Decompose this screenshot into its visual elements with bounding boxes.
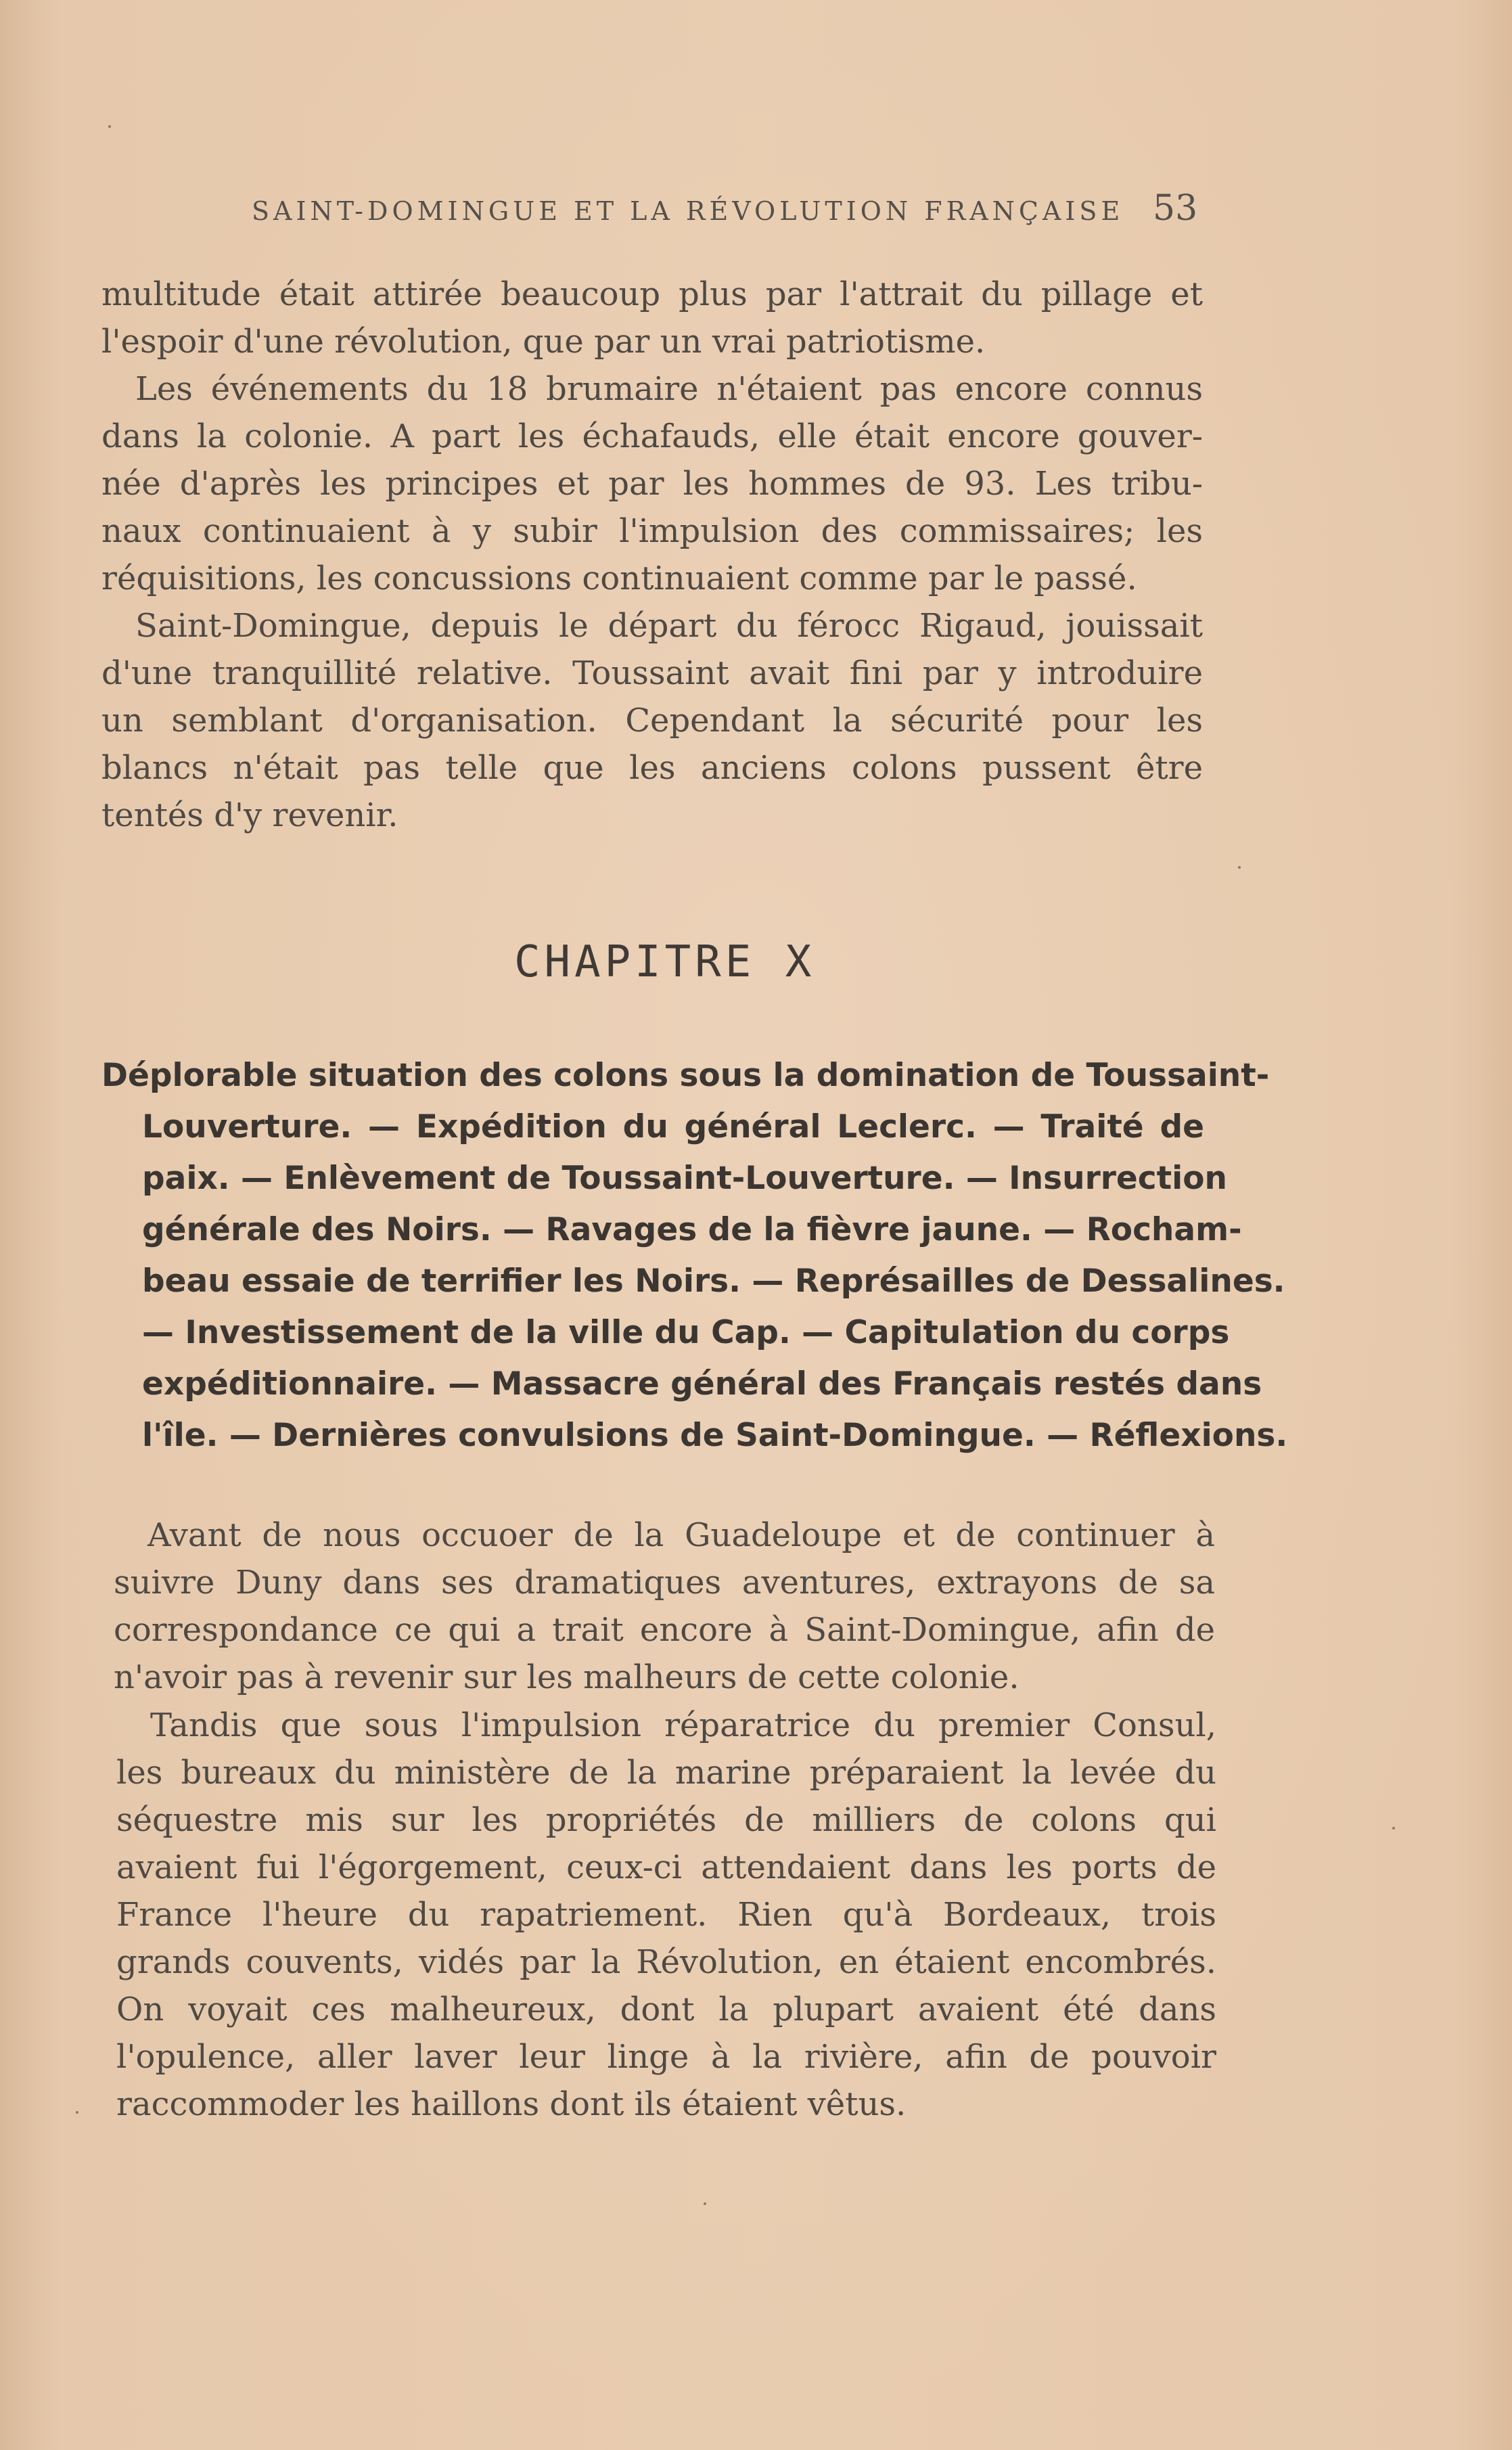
paper-speck [1238, 866, 1241, 869]
text-line: grands couvents, vidés par la Révolution, en étaient encombrés. [116, 1943, 1216, 1981]
text-line: correspondance ce qui a trait encore à Saint-Domingue, afin de [114, 1611, 1215, 1649]
text-line: tentés d'y revenir. [101, 796, 398, 834]
summary-line: paix. — Enlèvement de Toussaint-Louverture. — Insurrection [142, 1160, 1227, 1197]
paragraph-guadeloupe [114, 1512, 1215, 1701]
running-header: SAINT-DOMINGUE ET LA RÉVOLUTION FRANÇAISE [252, 196, 1124, 226]
text-line: naux continuaient à y subir l'impulsion des commissaires; les [101, 512, 1203, 550]
page-number: 53 [1153, 188, 1198, 229]
text-line: blancs n'était pas telle que les anciens colons pussent être [101, 749, 1203, 787]
text-line: née d'après les principes et par les hommes de 93. Les tribu- [101, 465, 1203, 503]
paper-speck [1392, 1827, 1395, 1830]
text-line: Les événements du 18 brumaire n'étaient pas encore connus [135, 370, 1203, 408]
text-line: Saint-Domingue, depuis le départ du férocc Rigaud, jouissait [135, 607, 1203, 645]
text-line: Tandis que sous l'impulsion réparatrice du premier Consul, [150, 1706, 1216, 1744]
paragraph-brumaire [101, 365, 1203, 602]
text-line: dans la colonie. A part les échafauds, elle était encore gouver- [101, 417, 1203, 455]
paragraph-saint-domingue [101, 602, 1203, 839]
text-line: France l'heure du rapatriement. Rien qu'à Bordeaux, trois [116, 1896, 1216, 1934]
text-line: avaient fui l'égorgement, ceux-ci attendaient dans les ports de [116, 1848, 1216, 1886]
text-line: d'une tranquillité relative. Toussaint avait fini par y introduire [101, 654, 1203, 692]
text-line: séquestre mis sur les propriétés de milliers de colons qui [116, 1801, 1216, 1839]
text-line: suivre Duny dans ses dramatiques aventures, extrayons de sa [114, 1564, 1215, 1602]
text-line: Avant de nous occuoer de la Guadeloupe et de continuer à [147, 1516, 1215, 1554]
paper-speck [704, 2202, 706, 2205]
paragraph-continuation [101, 271, 1203, 365]
paper-speck [76, 2111, 78, 2114]
paragraph-consul [116, 1702, 1216, 2128]
text-line: multitude était attirée beaucoup plus par l'attrait du pillage et [101, 275, 1203, 313]
text-line: réquisitions, les concussions continuaient comme par le passé. [101, 560, 1137, 597]
summary-line: l'île. — Dernières convulsions de Saint-Domingue. — Réflexions. [142, 1417, 1288, 1454]
summary-line: beau essaie de terrifier les Noirs. — Représailles de Dessalines. [142, 1263, 1285, 1300]
text-line: l'espoir d'une révolution, que par un vrai patriotisme. [101, 323, 986, 361]
text-line: l'opulence, aller laver leur linge à la rivière, afin de pouvoir [116, 2038, 1216, 2076]
text-line: On voyait ces malheureux, dont la plupart avaient été dans [116, 1991, 1216, 2028]
text-line: un semblant d'organisation. Cependant la sécurité pour les [101, 702, 1203, 740]
summary-line: Louverture. — Expédition du général Leclerc. — Traité de [142, 1108, 1204, 1145]
summary-line: — Investissement de la ville du Cap. — Capitulation du corps [142, 1314, 1230, 1351]
text-line: raccommoder les haillons dont ils étaient vêtus. [116, 2085, 907, 2123]
text-line: n'avoir pas à revenir sur les malheurs de cette colonie. [114, 1658, 1020, 1696]
summary-line: générale des Noirs. — Ravages de la fièvre jaune. — Rocham- [142, 1211, 1242, 1248]
chapter-summary [101, 1050, 1288, 1461]
chapter-title: CHAPITRE X [514, 937, 816, 987]
paper-speck [108, 125, 111, 128]
summary-line: Déplorable situation des colons sous la domination de Toussaint- [101, 1057, 1270, 1094]
text-line: les bureaux du ministère de la marine préparaient la levée du [116, 1754, 1216, 1792]
summary-line: expéditionnaire. — Massacre général des Français restés dans [142, 1365, 1262, 1403]
